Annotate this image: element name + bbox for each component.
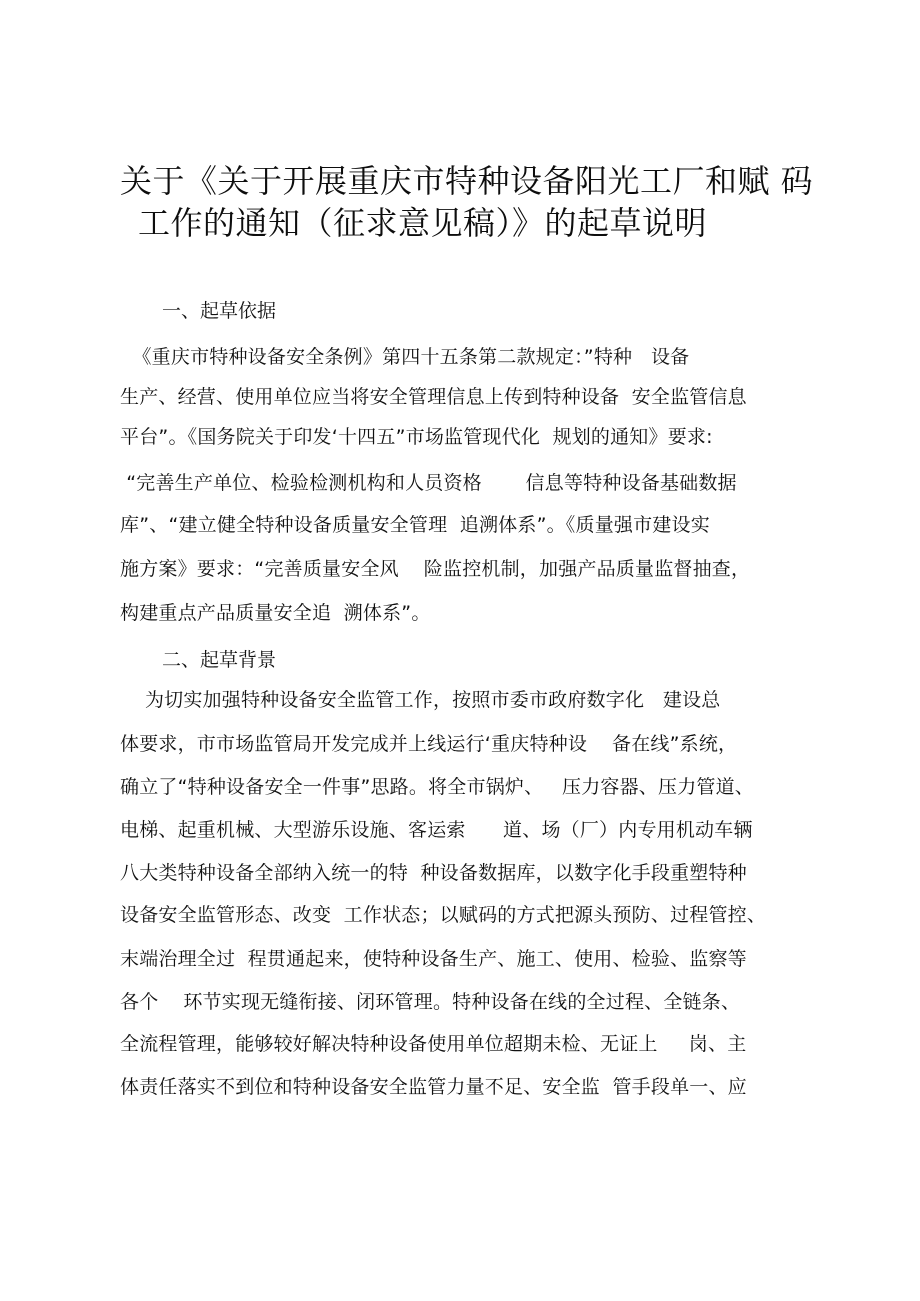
- paragraph-line: 各个 环节实现无缝衔接、闭环管理。特种设备在线的全过程、全链条、: [120, 991, 741, 1013]
- paragraph-line: 《重庆市特种设备安全条例》第四十五条第二款规定：”特种 设备: [120, 346, 690, 368]
- paragraph-line: 八大类特种设备全部纳入统一的特 种设备数据库，以数字化手段重塑特种: [120, 862, 747, 884]
- paragraph-line: 体要求，市市场监管局开发完成并上线运行‘重庆特种设 备在线”系统，: [120, 733, 738, 755]
- paragraph-line: 构建重点产品质量安全追 溯体系”。: [120, 602, 431, 624]
- paragraph-line: 为切实加强特种设备安全监管工作，按照市委市政府数字化 建设总: [120, 689, 721, 711]
- paragraph-line: 施方案》要求：“完善质量安全风 险监控机制，加强产品质量监督抽查，: [120, 558, 751, 580]
- paragraph-line: 全流程管理，能够较好解决特种设备使用单位超期未检、无证上 岗、主: [120, 1033, 747, 1055]
- paragraph-line: 平台”。《国务院关于印发‘十四五”市场监管现代化 规划的通知》要求:: [120, 426, 713, 448]
- document-title-line-1: 关于《关于开展重庆市特种设备阳光工厂和赋 码: [120, 162, 814, 200]
- paragraph-line: 体责任落实不到位和特种设备安全监管力量不足、安全监 管手段单一、应: [120, 1076, 747, 1098]
- paragraph-line: 末端治理全过 程贯通起来，使特种设备生产、施工、使用、检验、监察等: [120, 948, 747, 970]
- section-heading-background: 二、起草背景: [162, 649, 277, 671]
- paragraph-line: 确立了“特种设备安全一件事”思路。将全市锅炉、 压力容器、压力管道、: [120, 776, 755, 798]
- paragraph-line: 库”、“建立健全特种设备质量安全管理 追溯体系”。《质量强市建设实: [120, 514, 710, 536]
- paragraph-line: 电梯、起重机械、大型游乐设施、客运索 道、场（厂）内专用机动车辆: [120, 819, 753, 841]
- document-title-line-2: 工作的通知（征求意见稿）》的起草说明: [138, 204, 708, 242]
- paragraph-line: “完善生产单位、检验检测机构和人员资格 信息等特种设备基础数据: [120, 472, 737, 494]
- paragraph-line: 设备安全监管形态、改变 工作状态；以赋码的方式把源头预防、过程管控、: [120, 904, 767, 926]
- paragraph-line: 生产、经营、使用单位应当将安全管理信息上传到特种设备 安全监管信息: [120, 386, 747, 408]
- section-heading-basis: 一、起草依据: [162, 300, 277, 322]
